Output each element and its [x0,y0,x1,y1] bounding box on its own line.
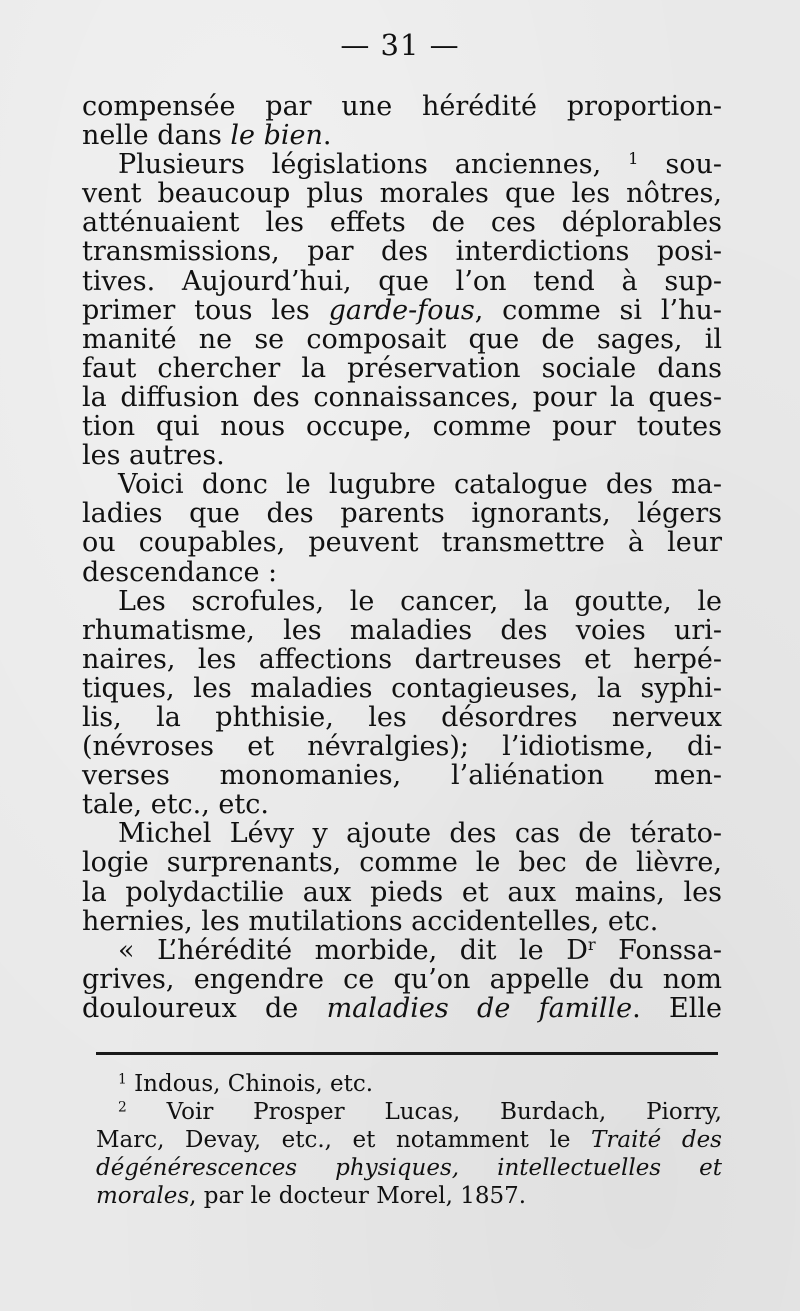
text-run: grives, engendre ce qu’on appelle du nom [82,963,722,995]
text-run: , par le docteur Morel, 1857. [189,1183,527,1209]
body-line [82,674,722,703]
body-line [82,208,722,237]
body-line [82,936,722,965]
footnote-marker: 1 [628,149,639,169]
italic-text: le bien [230,120,323,152]
body-line [82,703,722,732]
text-run: Michel Lévy y ajoute des cas de térato- [118,818,722,850]
text-run: Les scrofules, le cancer, la goutte, le [118,585,722,617]
body-line [82,848,722,877]
text-run: manité ne se composait que de sages, il [82,323,722,355]
text-run: la diffusion des connaissances, pour la ques- [82,381,722,413]
text-run: primer tous les [82,294,329,326]
body-line [82,150,722,179]
italic-text: garde-fous [328,294,475,326]
body-line [82,441,722,470]
text-run: . Elle [632,992,723,1024]
text-run: Indous, Chinois, etc. [126,1071,374,1097]
text-run: les autres. [82,440,225,472]
footnote-separator-rule [96,1052,718,1055]
text-run: tale, etc., etc. [82,789,269,821]
text-run: atténuaient les effets de ces déplorables [82,207,722,239]
footnotes [96,1070,722,1210]
body-line [82,616,722,645]
text-run: transmissions, par des interdictions posi- [82,236,722,268]
body-line [82,907,722,936]
body-line [82,383,722,412]
text-run: naires, les affections dartreuses et herpé- [82,643,722,675]
footnote-marker: 2 [118,1099,127,1116]
text-run: (névroses et névralgies); l’idiotisme, di- [82,731,722,763]
body-line [82,412,722,441]
body-line [82,587,722,616]
text-run: . [322,120,332,152]
text-run: nelle dans [82,120,231,152]
body-line [82,790,722,819]
body-line [82,470,722,499]
text-run: la polydactilie aux pieds et aux mains, les [82,876,722,908]
italic-text: dégénérescences physiques, intellectuelles et [96,1155,722,1181]
text-run: Fonssa- [595,934,723,966]
text-run: vent beaucoup plus morales que les nôtres, [82,178,722,210]
text-run: descendance : [82,556,278,588]
text-run: compensée par une hérédité proportion- [82,91,722,122]
text-run: tiques, les maladies contagieuses, la syphi- [82,672,722,704]
body-line [82,267,722,296]
body-line [82,645,722,674]
footnote-line [96,1070,722,1098]
text-run: Voici donc le lugubre catalogue des ma- [118,469,722,501]
italic-text: maladies de famille [326,992,633,1024]
text-run: Marc, Devay, etc., et notamment le [96,1127,592,1153]
body-line [82,179,722,208]
text-run: lis, la phthisie, les désordres nerveux [82,701,722,733]
body-line [82,499,722,528]
text-run: « L’hérédité morbide, dit le D [118,934,588,966]
footnote-line [96,1154,722,1182]
page-number: — 31 — [340,28,460,62]
footnote-line [96,1182,722,1210]
text-run: Plusieurs législations anciennes, [118,149,629,181]
body-line [82,819,722,848]
body-line [82,761,722,790]
body-line [82,528,722,557]
text-run: douloureux de [82,992,327,1024]
body-line [82,558,722,587]
body-line [82,296,722,325]
body-line [82,121,722,150]
italic-text: morales [96,1183,190,1209]
text-run: , comme si l’hu- [474,294,722,326]
body-line [82,237,722,266]
body-line [82,965,722,994]
text-run: ladies que des parents ignorants, légers [82,498,722,530]
footnote-line [96,1098,722,1126]
footnote-marker: r [587,934,596,954]
body-line [82,994,722,1023]
text-run: logie surprenants, comme le bec de lièvre, [82,847,722,879]
body-line [82,92,722,121]
body-line [82,354,722,383]
text-run: hernies, les mutilations accidentelles, etc. [82,905,659,937]
body-text [82,92,722,1023]
body-line [82,878,722,907]
text-run: rhumatisme, les maladies des voies uri- [82,614,722,646]
text-run: faut chercher la préservation sociale dans [82,352,722,384]
text-run: tives. Aujourd’hui, que l’on tend à sup- [82,265,722,297]
text-run: verses monomanies, l’aliénation men- [82,760,722,792]
italic-text: Traité des [591,1127,722,1153]
text-run: ou coupables, peuvent transmettre à leur [82,527,722,559]
footnote-marker: 1 [118,1071,127,1088]
text-run: Voir Prosper Lucas, Burdach, Piorry, [126,1099,722,1125]
text-run: sou- [638,149,722,181]
body-line [82,732,722,761]
body-line [82,325,722,354]
text-run: tion qui nous occupe, comme pour toutes [82,411,722,443]
footnote-line [96,1126,722,1154]
